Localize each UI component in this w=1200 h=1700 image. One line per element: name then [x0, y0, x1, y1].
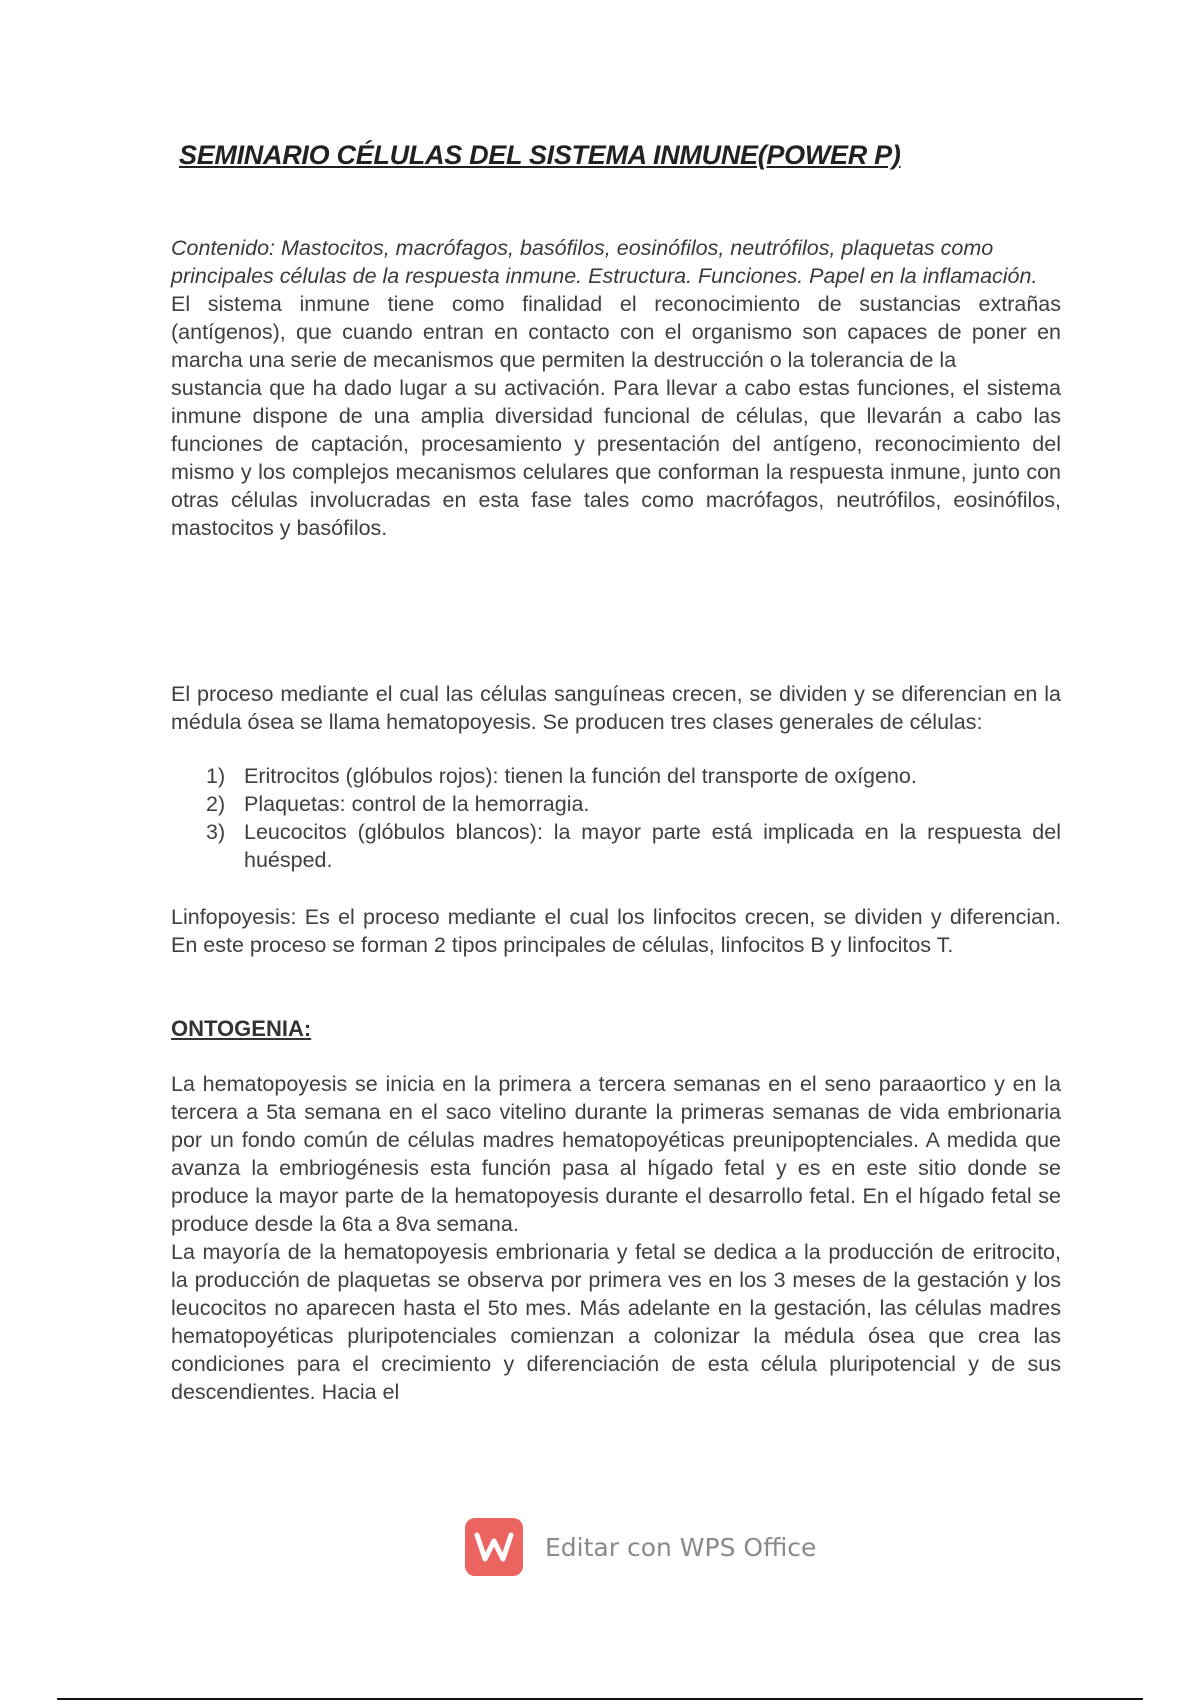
ontogenia-paragraph-1: La hematopoyesis se inicia en la primera a tercera semanas en el seno paraaortico y en la tercera a 5ta semana en el saco vitelino durante la primeras semanas de vida embrionaria por un fondo común de células madres hematopoyéticas preunipoptenciales. A medida que avanza la embriogénesis esta función pasa al hígado fetal y es en este sitio donde se produce la mayor parte de la hematopoyesis durante el desarrollo fetal. En el hígado fetal se produce desde la 6ta a 8va semana. [171, 1072, 1061, 1236]
list-item-number: 2) [206, 792, 226, 816]
hematopoyesis-paragraph: El proceso mediante el cual las células sanguíneas crecen, se dividen y se diferencian en la médula ósea se llama hematopoyesis. Se producen tres clases generales de células: [171, 682, 1061, 734]
intro-paragraph-1: El sistema inmune tiene como finalidad el reconocimiento de sustancias extrañas (antígenos), que cuando entran en contacto con el organismo son capaces de poner en marcha una serie de mecanismos que permiten la destrucción o la tolerancia de la [171, 292, 1061, 372]
cell-classes-list [206, 762, 1061, 874]
contenido-line-1: Contenido: Mastocitos, macrófagos, basófilos, eosinófilos, neutrófilos, plaquetas como [171, 236, 994, 260]
list-item [206, 790, 1061, 818]
ontogenia-paragraph-2: La mayoría de la hematopoyesis embrionaria y fetal se dedica a la producción de eritrocito, la producción de plaquetas se observa por primera ves en los 3 meses de la gestación y los leucocitos no aparecen hasta el 5to mes. Más adelante en la gestación, las células madres hematopoyéticas pluripotenciales comienzan a colonizar la médula ósea que crea las condiciones para el crecimiento y diferenciación de esta célula pluripotencial y de sus descendientes. Hacia el [171, 1240, 1061, 1404]
list-item-number: 1) [206, 764, 226, 788]
linfopoyesis-paragraph: Linfopoyesis: Es el proceso mediante el cual los linfocitos crecen, se dividen y diferencian. En este proceso se forman 2 tipos principales de células, linfocitos B y linfocitos T. [171, 905, 1061, 957]
list-item-text: Leucocitos (glóbulos blancos): la mayor parte está implicada en la respuesta del huésped. [244, 820, 1061, 872]
ontogenia-heading: ONTOGENIA: [171, 1016, 312, 1041]
document-title: SEMINARIO CÉLULAS DEL SISTEMA INMUNE(POWER P) [179, 140, 901, 170]
list-item-number: 3) [206, 820, 226, 844]
intro-paragraph-2: sustancia que ha dado lugar a su activación. Para llevar a cabo estas funciones, el sistema inmune dispone de una amplia diversidad funcional de células, que llevarán a cabo las funciones de captación, procesamiento y presentación del antígeno, reconocimiento del mismo y los complejos mecanismos celulares que conforman la respuesta inmune, junto con otras células involucradas en esta fase tales como macrófagos, neutrófilos, eosinófilos, mastocitos y basófilos. [171, 376, 1061, 540]
wps-office-logo-icon[interactable] [465, 1518, 523, 1576]
list-item [206, 818, 1061, 874]
wps-edit-label[interactable]: Editar con WPS Office [545, 1532, 817, 1562]
ontogenia-section [171, 1070, 1061, 1406]
contenido-line-2: principales células de la respuesta inmune. Estructura. Funciones. Papel en la inflamación. [171, 264, 1038, 288]
intro-section [171, 234, 1061, 542]
list-item [206, 762, 1061, 790]
list-item-text: Plaquetas: control de la hemorragia. [244, 792, 590, 816]
list-item-text: Eritrocitos (glóbulos rojos): tienen la función del transporte de oxígeno. [244, 764, 917, 788]
wps-edit-banner[interactable] [465, 1518, 816, 1576]
